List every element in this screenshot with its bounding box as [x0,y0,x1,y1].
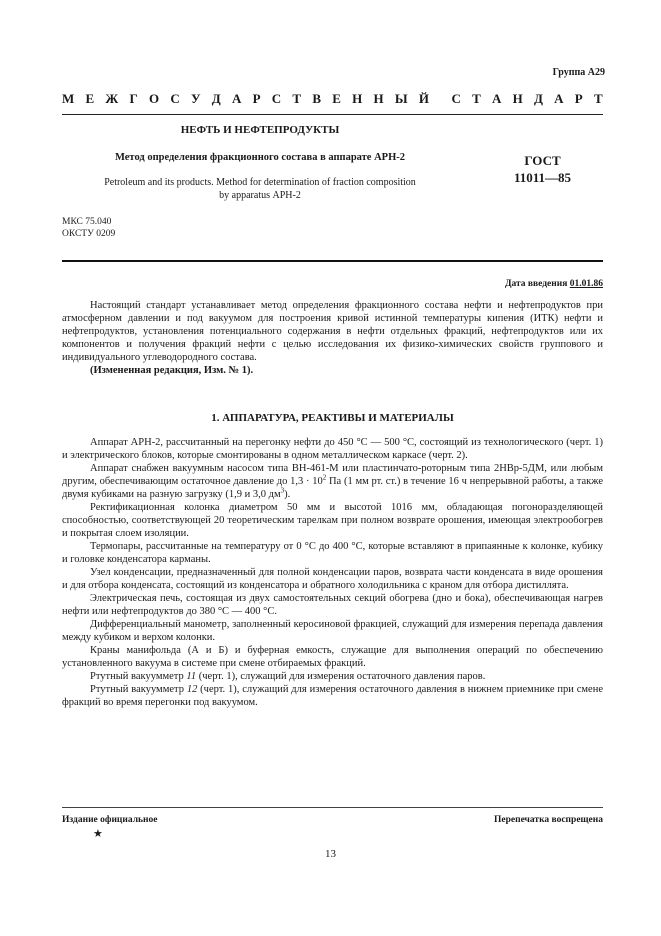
document-subtitle: Метод определения фракционного состава в аппарате АРН-2 [115,152,405,163]
item-number: 11 [186,671,197,682]
heading-letter: Т [292,91,302,106]
heading-letter: М [62,91,75,106]
heading-letter: Ж [105,91,119,106]
star-icon: ★ [93,828,103,840]
paragraph: Узел конденсации, предназначенный для полной конденсации паров, возврата части конденсата в виде орошения и для отбора конденсата, состоящий из конденсатора и обратного холодильника с краном для отбора дистиллята. [62,567,603,591]
heading-letter: В [312,91,321,106]
heading-letter: С [271,91,282,106]
section-heading: 1. АППАРАТУРА, РЕАКТИВЫ И МАТЕРИАЛЫ [211,412,454,424]
english-title [62,176,458,202]
heading-letter: А [554,91,564,106]
paragraph: Электрическая печь, состоящая из двух самостоятельных секций обогрева (дно и бока), обеспечивающая нагрев нефти или нефтепродуктов до 380 °С — 400 °С. [62,593,603,617]
paragraph-text: (черт. 1), служащий для измерения остаточного давления в нижнем приемнике при смене фракций во время перегонки под вакуумом. [62,684,603,708]
english-title-line: Petroleum and its products. Method for determination of fraction composition [104,177,416,188]
heading-letter: Ы [394,91,408,106]
heading-letter: Т [593,91,603,106]
heading-letter: А [491,91,502,106]
heading-letter: С [170,91,180,106]
heading-letter: Е [332,91,341,106]
introduction-date [505,279,603,289]
paragraph: Аппарат АРН-2, рассчитанный на перегонку нефти до 450 °С — 500 °С, состоящий из технологического (черт. 1) и электрического блоков, которые смонтированы в одном металлическом каркасе (черт. 2). [62,437,603,461]
heading-letter: Е [85,91,95,106]
page-number: 13 [325,848,336,860]
heading-letter: Р [252,91,261,106]
heading-letter: Д [533,91,543,106]
paragraph: Термопары, рассчитанные на температуру от 0 °С до 400 °С, которые вставляют в припаянные к колонке, кубику и головке конденсатора карманы. [62,541,603,565]
intro-paragraph: Настоящий стандарт устанавливает метод определения фракционного состава нефти и нефтепродуктов при атмосферном давлении и под вакуумом для построения кривой истинной температуры кипения (ИТК) нефти и нефтепродуктов, установления потенциального содержания в нефти отдельных фракций, нефтепродуктов или их компонентов и получения фракций нефти с целью исследования их физико-химических свойств группового и индивидуального углеводородного состава. [62,300,603,363]
heading-letter: О [149,91,160,106]
heading-letter: Н [512,91,523,106]
heading-letter: Т [472,91,481,106]
paragraph-text: Па (1 мм рт. ст.) в течение 16 ч непрерывной работы, а также двумя кубиками на разную загрузку (1,9 и 3,0 дм [62,476,603,500]
item-number: 12 [186,684,198,695]
heading-letter: С [451,91,461,106]
gost-label: ГОСТ [524,153,561,168]
heading-letter: У [191,91,201,106]
heading-letter: Н [352,91,363,106]
mks-code: МКС 75.040 [62,217,112,227]
heading-letter: Й [418,91,429,106]
paragraph: Краны манифольда (А и Б) и буферная емкость, служащие для выполнения операций по обеспечению установленного вакуума в системе при смене отбираемых фракций. [62,645,603,669]
paragraph-text: (черт. 1), служащий для измерения остаточного давления паров. [196,671,486,682]
intro-date-value: 01.01.86 [569,279,603,289]
section-body [62,436,603,709]
revision-note: (Измененная редакция, Изм. № 1). [90,365,254,376]
heading-letter: Н [373,91,384,106]
paragraph-text: Ртутный вакуумметр [90,671,187,682]
intro-block [62,299,603,377]
heading-letter: А [231,91,242,106]
paragraph-text: Ртутный вакуумметр [90,684,187,695]
group-label: Группа А29 [552,67,605,78]
header-rule [62,114,603,115]
paragraph-text: Аппарат снабжен вакуумным насосом типа ВН-461-М или пластинчато-роторным типа 2НВр-5ДМ, или любым другим, обеспечивающим остаточное давление до 1,3 · 10 [62,463,603,487]
superscript: 3 [280,486,285,495]
interstate-standard-heading [62,91,603,107]
footer-rule [62,807,603,808]
paragraph-text: ). [284,489,291,500]
paragraph: Дифференциальный манометр, заполненный керосиновой фракцией, служащий для измерения перепада давления между кубиком и верхом колонки. [62,619,603,643]
superscript: 2 [322,473,327,482]
classification-codes [62,216,115,240]
heading-letter: Д [211,91,221,106]
english-title-line: by apparatus АРН-2 [219,190,301,201]
title-block-rule [62,260,603,262]
intro-date-label: Дата введения [504,279,568,289]
gost-designation [480,152,605,186]
heading-letter: Р [574,91,583,106]
gost-number: 11011—85 [513,170,572,185]
document-title: НЕФТЬ И НЕФТЕПРОДУКТЫ [180,124,340,136]
reprint-prohibited-label: Перепечатка воспрещена [493,815,603,825]
paragraph: Ректификационная колонка диаметром 50 мм и высотой 1016 мм, обладающая погоноразделяющей способностью, соответствующей 20 теоретическим тарелкам при полном возврате орошения, имеющая электрообогрев и покрытая слоем изоляции. [62,502,603,539]
paragraph [62,462,603,501]
okstu-code: ОКСТУ 0209 [62,229,116,239]
paragraph [62,683,603,709]
official-edition-label: Издание официальное [62,815,158,825]
heading-letter: Г [129,91,138,106]
paragraph [62,670,603,683]
